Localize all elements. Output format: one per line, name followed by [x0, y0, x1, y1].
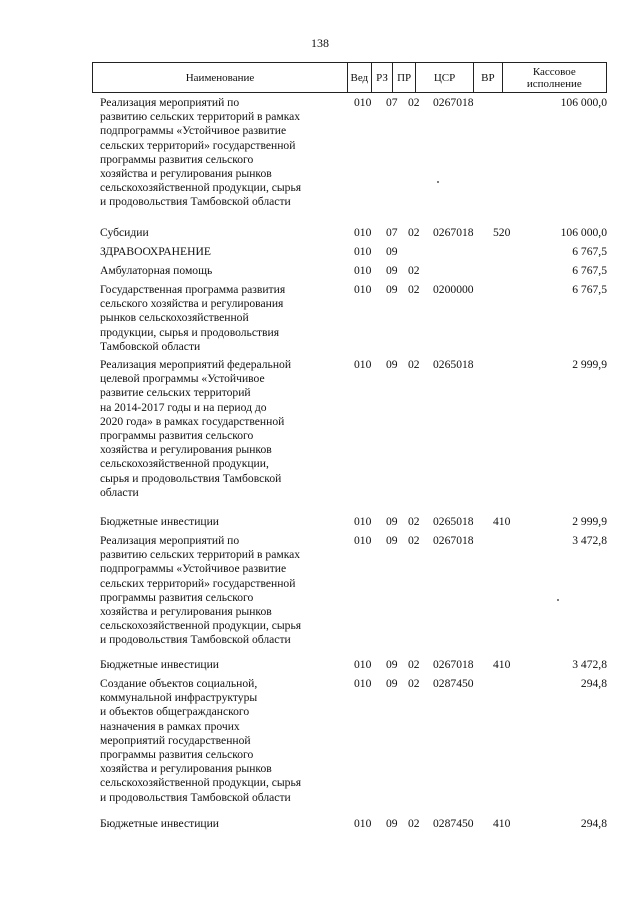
row-vr: 410: [493, 658, 511, 671]
header-vr: ВР: [474, 63, 503, 92]
row-csr: 0267018: [433, 534, 474, 547]
scan-speck: [437, 181, 439, 183]
row-vr: [493, 264, 521, 283]
row-name: Реализация мероприятий по развитию сельских территорий в рамках подпрограммы «Устойчивое развитие сельских территорий» государственной программы развития сельского хозяйства и регулирования рынков сельскохозяйственной продукции, сырья и продовольствия Тамбовской области: [100, 534, 302, 647]
header-sum-line2: исполнение: [526, 77, 582, 90]
row-sum: 6 767,5: [572, 264, 607, 277]
row-sum: 6 767,5: [572, 283, 607, 296]
row-csr: 0287450: [433, 817, 474, 830]
row-vr: [493, 283, 521, 358]
header-ved: Вед: [348, 63, 372, 92]
table-row: [92, 226, 607, 245]
row-rz: 07: [386, 96, 398, 109]
row-pr: 02: [408, 358, 420, 371]
row-sum: 3 472,8: [572, 534, 607, 547]
row-csr: [433, 264, 493, 283]
table-row: [92, 283, 607, 358]
row-csr: 0265018: [433, 358, 474, 371]
header-sum-line1: Кассовое: [532, 65, 576, 78]
row-vr: [493, 534, 521, 658]
row-csr: 0265018: [433, 515, 474, 528]
table-header: [92, 62, 607, 93]
row-pr: 02: [408, 677, 420, 690]
header-name: Наименование: [93, 63, 348, 92]
row-pr: 02: [408, 534, 420, 547]
table-row: [92, 534, 607, 658]
row-ved: 010: [354, 677, 372, 690]
row-name: Создание объектов социальной, коммунальной инфраструктуры и объектов общегражданского назначения в рамках прочих мероприятий государственной программы развития сельского хозяйства и регулирования рынков сельскохозяйственной продукции, сырья и продовольствия Тамбовской области: [100, 677, 302, 804]
row-name: ЗДРАВООХРАНЕНИЕ: [100, 245, 211, 258]
row-csr: 0267018: [433, 658, 474, 671]
table-row: [92, 658, 607, 677]
row-csr: 0200000: [433, 283, 474, 296]
table-row: [92, 817, 607, 836]
row-name: Бюджетные инвестиции: [100, 817, 220, 830]
header-sum: [503, 63, 606, 92]
row-rz: 09: [386, 358, 398, 371]
row-name: Бюджетные инвестиции: [100, 658, 220, 671]
row-sum: 6 767,5: [572, 245, 607, 258]
row-name: Амбулаторная помощь: [100, 264, 213, 277]
row-vr: 410: [493, 817, 511, 830]
row-ved: 010: [354, 515, 372, 528]
row-vr: [493, 677, 521, 817]
row-vr: 520: [493, 226, 511, 239]
row-pr: 02: [408, 817, 420, 830]
header-pr: ПР: [393, 63, 416, 92]
row-ved: 010: [354, 283, 372, 296]
row-pr: 02: [408, 264, 420, 277]
row-vr: 410: [493, 515, 511, 528]
row-ved: 010: [354, 817, 372, 830]
row-pr: 02: [408, 283, 420, 296]
row-csr: 0287450: [433, 677, 474, 690]
header-csr: ЦСР: [416, 63, 474, 92]
table-body: [92, 96, 607, 836]
row-ved: 010: [354, 96, 372, 109]
row-csr: 0267018: [433, 96, 474, 109]
row-name: Субсидии: [100, 226, 149, 239]
row-sum: 2 999,9: [572, 515, 607, 528]
row-rz: 09: [386, 534, 398, 547]
row-sum: 294,8: [580, 817, 607, 830]
row-ved: 010: [354, 658, 372, 671]
row-rz: 09: [386, 264, 398, 277]
row-sum: 3 472,8: [572, 658, 607, 671]
row-sum: 106 000,0: [560, 226, 607, 239]
table-row: [92, 677, 607, 817]
row-rz: 09: [386, 817, 398, 830]
row-csr: 0267018: [433, 226, 474, 239]
row-csr: [433, 245, 493, 264]
header-rz: РЗ: [372, 63, 394, 92]
row-pr: 02: [408, 226, 420, 239]
row-pr: 02: [408, 515, 420, 528]
row-name: Бюджетные инвестиции: [100, 515, 220, 528]
table-row: [92, 96, 607, 226]
row-rz: 09: [386, 658, 398, 671]
row-ved: 010: [354, 226, 372, 239]
scan-speck: [557, 599, 559, 601]
row-name: Реализация мероприятий по развитию сельских территорий в рамках подпрограммы «Устойчивое развитие сельских территорий» государственной программы развития сельского хозяйства и регулирования рынков сельскохозяйственной продукции, сырья и продовольствия Тамбовской области: [100, 96, 302, 209]
row-pr: 02: [408, 96, 420, 109]
row-rz: 09: [386, 677, 398, 690]
row-name: Реализация мероприятий федеральной целевой программы «Устойчивое развитие сельских территорий на 2014-2017 годы и на период до 2020 года» в рамках государственной программы развития сельского хозяйства и регулирования рынков сельскохозяйственной продукции, сырья и продовольствия Тамбовской области: [100, 358, 292, 499]
row-name: Государственная программа развития сельского хозяйства и регулирования рынков сельскохозяйственной продукции, сырья и продовольствия Тамбовской области: [100, 283, 286, 353]
row-rz: 09: [386, 515, 398, 528]
table-row: [92, 515, 607, 534]
row-sum: 294,8: [580, 677, 607, 690]
row-pr: 02: [408, 658, 420, 671]
row-rz: 09: [386, 283, 398, 296]
table-row: [92, 264, 607, 283]
row-rz: 09: [386, 245, 398, 258]
row-ved: 010: [354, 534, 372, 547]
row-ved: 010: [354, 264, 372, 277]
row-rz: 07: [386, 226, 398, 239]
row-vr: [493, 96, 521, 226]
page-number: 138: [311, 36, 329, 50]
row-sum: 2 999,9: [572, 358, 607, 371]
table-row: [92, 245, 607, 264]
row-sum: 106 000,0: [560, 96, 607, 109]
row-ved: 010: [354, 358, 372, 371]
table-row: [92, 358, 607, 515]
row-pr: [408, 245, 433, 264]
row-ved: 010: [354, 245, 372, 258]
row-vr: [493, 358, 521, 515]
row-vr: [493, 245, 521, 264]
